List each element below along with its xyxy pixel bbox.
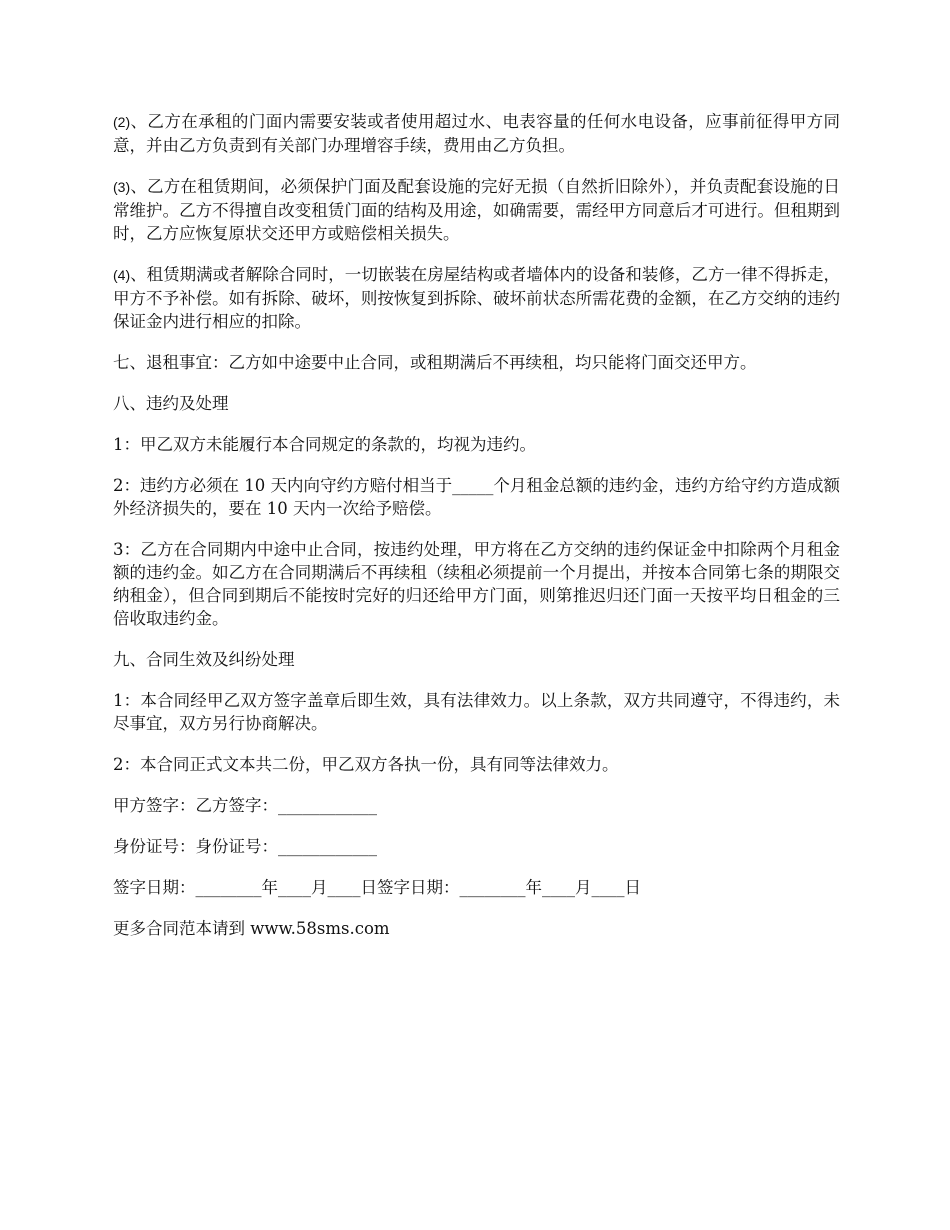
- item-text: 1：甲乙双方未能履行本合同规定的条款的，均视为违约。: [113, 435, 536, 454]
- sign-date-text: 签字日期：________年____月____日签字日期：________年____月____日: [113, 878, 641, 897]
- section-heading: 八、违约及处理: [113, 394, 229, 413]
- section-8-item-2: [113, 474, 840, 520]
- section-8-item-1: [113, 433, 840, 456]
- footer-text: 更多合同范本请到 www.58sms.com: [113, 919, 390, 938]
- clause-3-maintenance: [113, 175, 840, 245]
- item-text: 2：本合同正式文本共二份，甲乙双方各执一份，具有同等法律效力。: [113, 755, 619, 774]
- id-number-text: 身份证号：身份证号：____________: [113, 837, 377, 856]
- clause-2-utilities: [113, 110, 840, 157]
- clause-text: 、乙方在租赁期间，必须保护门面及配套设施的完好无损（自然折旧除外），并负责配套设施的日常维护。乙方不得擅自改变租赁门面的结构及用途，如确需要，需经甲方同意后才可进行。但租期到时，乙方应恢复原状交还甲方或赔偿相关损失。: [113, 177, 840, 243]
- section-text: 七、退租事宜：乙方如中途要中止合同，或租期满后不再续租，均只能将门面交还甲方。: [113, 353, 757, 372]
- id-number-line: [113, 835, 840, 858]
- section-9-heading: [113, 648, 840, 671]
- section-heading: 九、合同生效及纠纷处理: [113, 650, 295, 669]
- footer-more-templates: [113, 917, 840, 940]
- section-8-item-3: [113, 538, 840, 630]
- signature-line: [113, 794, 840, 817]
- sign-date-line: [113, 876, 840, 899]
- section-9-item-1: [113, 689, 840, 735]
- section-8-heading: [113, 392, 840, 415]
- item-text: 3：乙方在合同期内中途中止合同，按违约处理，甲方将在乙方交纳的违约保证金中扣除两个月租金额的违约金。如乙方在合同期满后不再续租（续租必须提前一个月提出，并按本合同第七条的期限交纳租金），但合同到期后不能按时完好的归还给甲方门面，则第推迟归还门面一天按平均日租金的三倍收取违约金。: [113, 540, 840, 628]
- clause-4-fixtures: [113, 263, 840, 333]
- document-body: [113, 110, 840, 958]
- clause-number: (3): [113, 179, 131, 195]
- item-text: 2：违约方必须在 10 天内向守约方赔付相当于_____个月租金总额的违约金，违约方给守约方造成额外经济损失的，要在 10 天内一次给予赔偿。: [113, 476, 840, 518]
- item-text: 1：本合同经甲乙双方签字盖章后即生效，具有法律效力。以上条款，双方共同遵守，不得违约，未尽事宜，双方另行协商解决。: [113, 691, 840, 733]
- section-9-item-2: [113, 753, 840, 776]
- clause-text: 、租赁期满或者解除合同时，一切嵌装在房屋结构或者墙体内的设备和装修，乙方一律不得拆走，甲方不予补偿。如有拆除、破坏，则按恢复到拆除、破坏前状态所需花费的金额，在乙方交纳的违约保证金内进行相应的扣除。: [113, 265, 840, 331]
- clause-text: 、乙方在承租的门面内需要安装或者使用超过水、电表容量的任何水电设备，应事前征得甲方同意，并由乙方负责到有关部门办理增容手续，费用由乙方负担。: [113, 112, 840, 155]
- section-7-termination: [113, 351, 840, 374]
- signature-text: 甲方签字：乙方签字：____________: [113, 796, 377, 815]
- clause-number: (2): [113, 114, 131, 130]
- clause-number: (4): [113, 267, 131, 283]
